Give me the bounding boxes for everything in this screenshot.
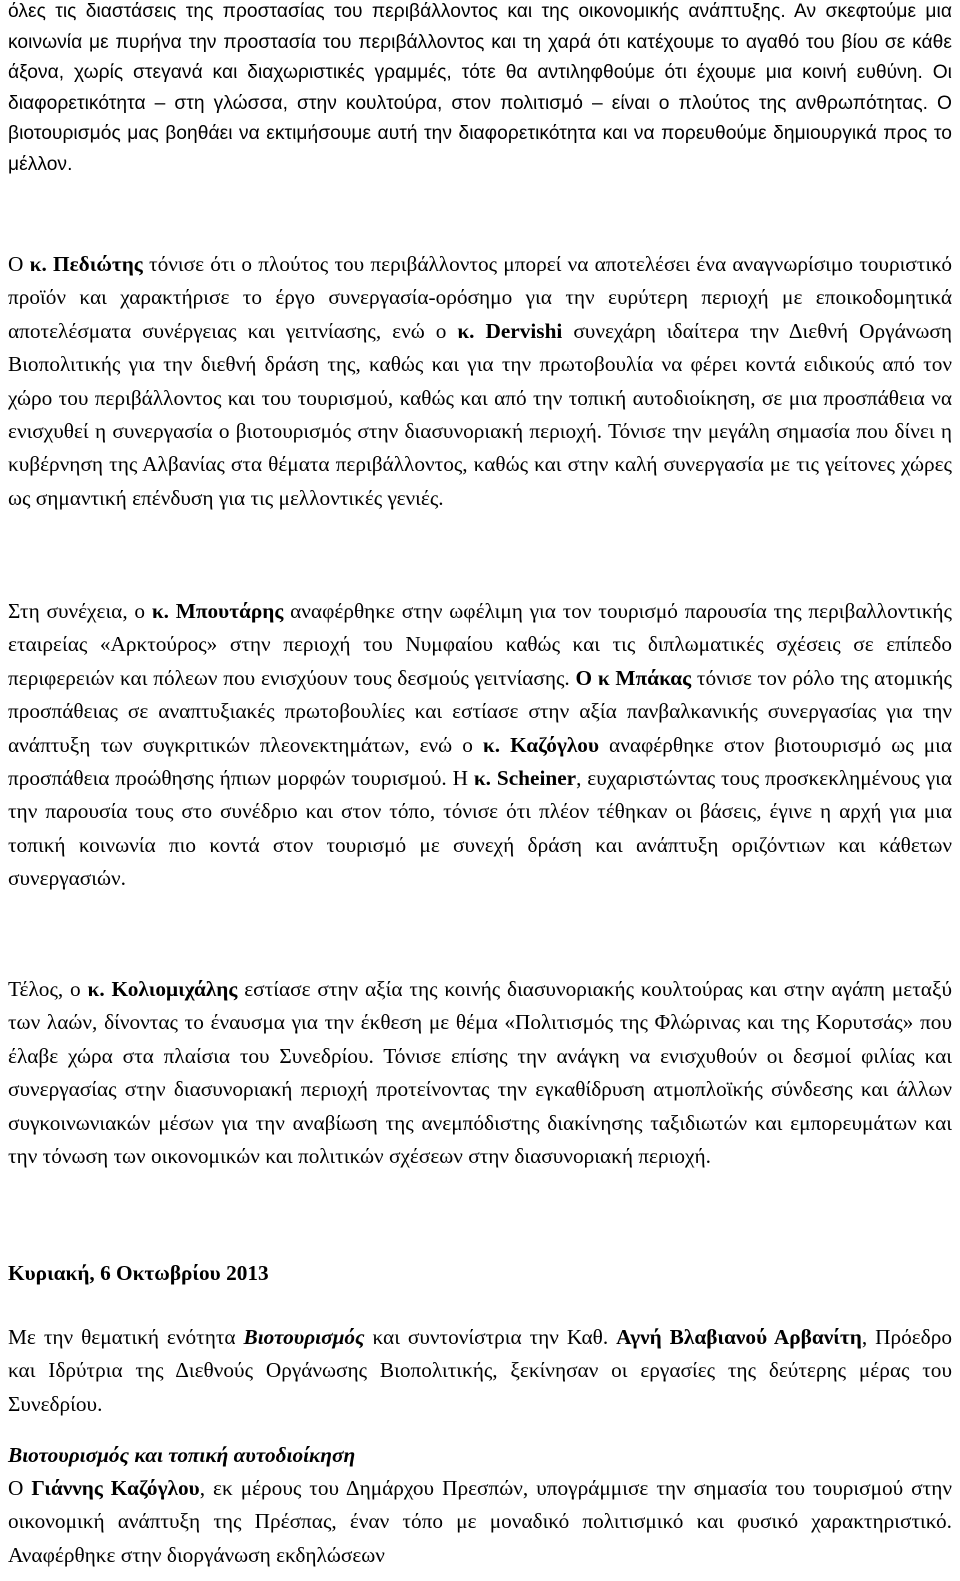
person-name-bakas: Ο κ Μπάκας [575,665,692,690]
paragraph-6-text-c: , εκ μέρους του Δημάρχου Πρεσπών, υπογράμμισε την σημασία του τουρισμού στην οικονομική ανάπτυξη της Πρέσπας, έναν τόπο με μοναδικό πολιτισμικό και φυσικό χαρακτηριστικό. Αναφέρθηκε στην διοργάνωση εκδηλώσεων [8,1476,952,1567]
paragraph-2-text-d: συνεχάρη ιδαίτερα την Διεθνή Οργάνωση Βιοπολιτικής για την διεθνή δράση της, καθώς και για την πρωτοβουλία να φέρει κοντά ειδικούς από τον χώρο του περιβάλλοντος και του τουρισμού, καθώς και από την τοπική αυτοδιοίκηση, σε μια προσπάθεια να ενισχυθεί η συνεργασία ο βιοτουρισμός στην διασυνοριακή περιοχή. Τόνισε την μεγάλη σημασία που δίνει η κυβέρνηση της Αλβανίας στα θέματα περιβάλλοντος, καθώς και στην καλή συνεργασία με τις γείτονες χώρες ως σημαντική επένδυση για τις μελλοντικές γενιές. [8,318,952,510]
paragraph-3-text-e: αναφέρθηκε στον βιοτουρισμό ως μια προσπάθεια προώθησης ήπιων μορφών τουρισμού. Η [8,732,952,791]
paragraph-2-text-a: Ο [8,252,30,276]
paragraph-3 [8,595,952,896]
person-name-giannis-kazoglou: Γιάννης Καζόγλου [31,1476,200,1500]
paragraph-5-text-c: και συντονίστρια την Καθ. [364,1325,617,1349]
paragraph-3-text-f: , ευχαριστώντας τους προσκεκλημένους για την παρουσία τους στο συνέδριο και στον τόπο, τόνισε ότι πλέον τέθηκαν οι βάσεις, έγινε η αρχή για μια τοπική κοινωνία πιο κοντά στον τουρισμό με συνεχή δράση και ανάπτυξη οριζόντιων και κάθετων συνεργασιών. [8,766,952,891]
paragraph-6-text-a: Ο [8,1476,32,1500]
paragraph-1 [8,0,952,180]
topic-biotourism: Βιοτουρισμός [243,1325,365,1349]
person-name-vlavianou: Αγνή Βλαβιανού Αρβανίτη [616,1325,862,1349]
person-name-pediotis: κ. Πεδιώτης [29,252,143,276]
paragraph-3-text-c: αναφέρθηκε στην ωφέλιμη για τον τουρισμό παρουσία της περιβαλλοντικής εταιρείας «Αρκτούρος» στην περιοχή του Νυμφαίου καθώς και τις διπλωματικές σχέσεις σε επίπεδο περιφερειών και πόλεων που ενισχύουν τους δεσμούς γειτνίασης. [8,599,952,690]
person-name-dervishi: κ. Dervishi [457,318,563,343]
person-name-koliomichalis: κ. Κολιομιχάλης [87,977,238,1001]
paragraph-5-text-d: , Πρόεδρο και Ιδρύτρια της Διεθνούς Οργάνωσης Βιοπολιτικής, ξεκίνησαν οι εργασίες της δεύτερης μέρας του Συνεδρίου. [8,1325,952,1416]
paragraph-4 [8,973,952,1173]
person-name-kazoglou: κ. Καζόγλου [482,732,600,757]
person-name-scheiner: κ. Scheiner [473,766,577,791]
paragraph-4-text-a: Τέλος, ο [8,977,88,1001]
paragraph-2 [8,248,952,515]
date-heading [8,1257,952,1290]
paragraph-2-text-c: τόνισε ότι ο πλούτος του περιβάλλοντος μπορεί να αποτελέσει ένα αναγνωρίσιμο τουριστικό προϊόν και χαρακτήρισε το έργο συνεργασία-ορόσημο για την ευρύτερη περιοχή με εποικοδομητικά αποτελέσματα συνέργειας και γειτνίασης, ενώ ο [8,252,952,343]
paragraph-6 [8,1472,952,1572]
section-heading-text: Βιοτουρισμός και τοπική αυτοδιοίκηση [8,1443,356,1467]
person-name-boutaris: κ. Μπουτάρης [151,599,284,623]
paragraph-3-text-a: Στη συνέχεια, ο [8,599,152,623]
date-heading-text: Κυριακή, 6 Οκτωβρίου 2013 [8,1261,269,1285]
paragraph-5-text-a: Με την θεματική ενότητα [8,1325,244,1349]
section-heading [8,1439,952,1472]
paragraph-3-text-d: τόνισε τον ρόλο της ατομικής προσπάθειας σε αναπτυξιακές πρωτοβουλίες και εστίασε στην αξία πανβαλκανικής συνεργασίας για την ανάπτυξη των συγκριτικών πλεονεκτημάτων, ενώ ο [8,665,952,757]
paragraph-4-text-c: εστίασε στην αξία της κοινής διασυνοριακής κουλτούρας και στην αγάπη μεταξύ των λαών, δίνοντας το έναυσμα για την έκθεση με θέμα «Πολιτισμός της Φλώρινας και της Κορυτσάς» που έλαβε χώρα στα πλαίσια του Συνεδρίου. Τόνισε επίσης την ανάγκη να ενισχυθούν οι δεσμοί φιλίας και συνεργασίας στην διασυνοριακή περιοχή προτείνοντας την εγκαθίδρυση ατμοπλοϊκής σύνδεσης και άλλων συγκοινωνιακών μέσων για την αναβίωση της ανεμπόδιστης διακίνησης ταξιδιωτών και εμπορευμάτων και την τόνωση των οικονομικών και πολιτικών σχέσεων στην διασυνοριακή περιοχή. [8,977,952,1169]
paragraph-5 [8,1321,952,1421]
paragraph-1-text: όλες τις διαστάσεις της προστασίας του περιβάλλοντος και της οικονομικής ανάπτυξης. Αν σκεφτούμε μια κοινωνία με πυρήνα την προστασία του περιβάλλοντος και τη χαρά ότι κατέχουμε το αγαθό του βίου σε κάθε άξονα, χωρίς στεγανά και διαχωριστικές γραμμές, τότε θα αντιληφθούμε ότι έχουμε μια κοινή ευθύνη. Οι διαφορετικότητα – στη γλώσσα, στην κουλτούρα, στον πολιτισμό – είναι ο πλούτος της ανθρωπότητας. Ο βιοτουρισμός μας βοηθάει να εκτιμήσουμε αυτή την διαφορετικότητα και να πορευθούμε δημιουργικά προς το μέλλον. [8,1,952,175]
